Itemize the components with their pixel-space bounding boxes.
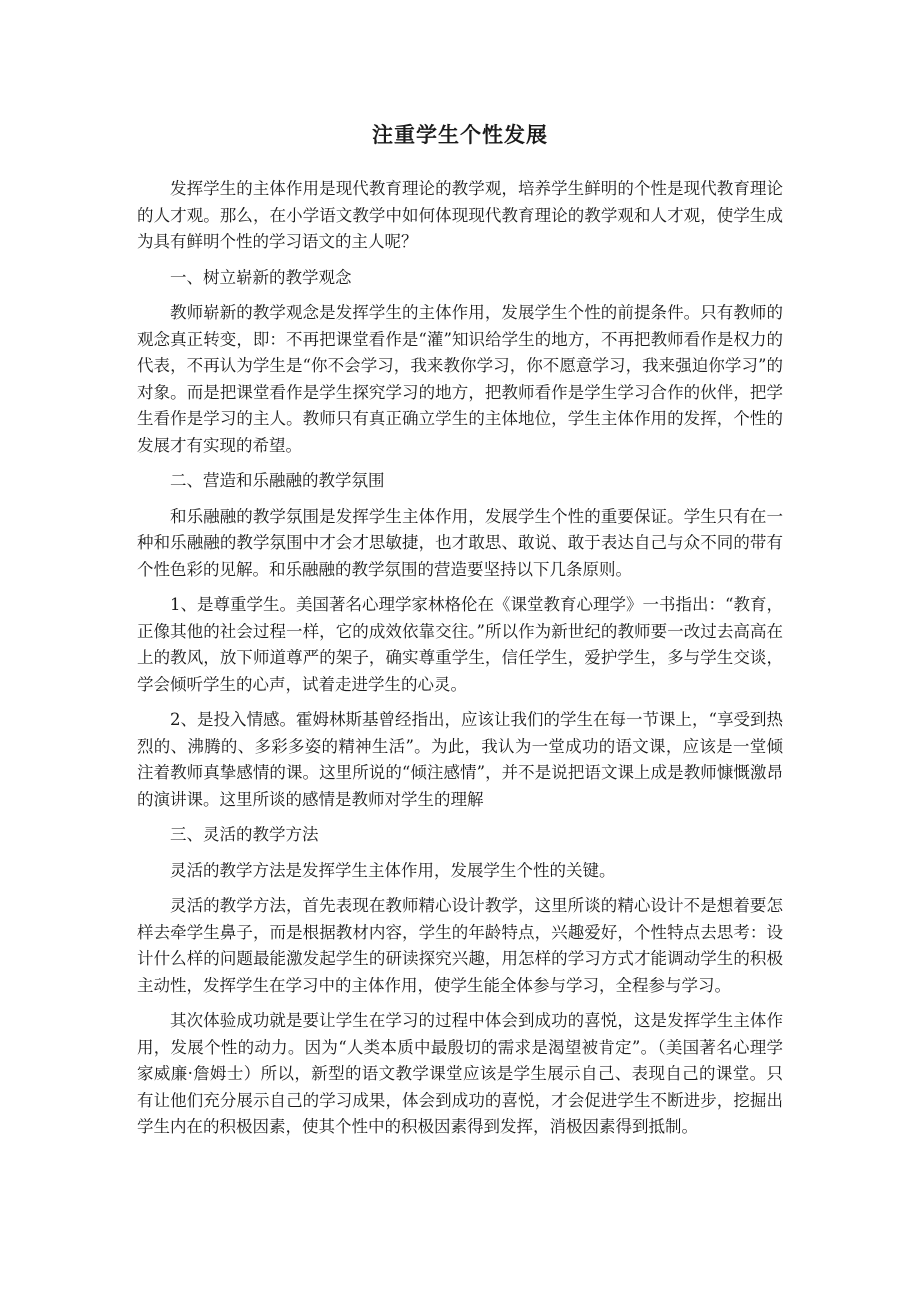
body-paragraph: 灵活的教学方法是发挥学生主体作用，发展学生个性的关键。: [170, 860, 616, 880]
body-paragraph: 灵活的教学方法，首先表现在教师精心设计教学，这里所谈的精心设计不是想着要怎样去牵学生鼻子，而是根据教材内容，学生的年龄特点，兴趣爱好，个性特点去思考：设计什么样的问题最能激发起学生的研读探究兴趣，用怎样的学习方式才能调动学生的积极主动性，发挥学生在学习中的主体作用，使学生能全体参与学习，全程参与学习。: [137, 896, 783, 995]
section-heading-3: 三、灵活的教学方法: [170, 825, 319, 844]
intro-paragraph: 发挥学生的主体作用是现代教育理论的教学观，培养学生鲜明的个性是现代教育理论的人才观。那么，在小学语文教学中如何体现现代教育理论的教学观和人才观，使学生成为具有鲜明个性的学习语文的主人呢？: [137, 179, 783, 251]
body-paragraph: 和乐融融的教学氛围是发挥学生主体作用，发展学生个性的重要保证。学生只有在一种和乐融融的教学氛围中才会才思敏捷，也才敢思、敢说、敢于表达自己与众不同的带有个性色彩的见解。和乐融融的教学氛围的营造要坚持以下几条原则。: [137, 506, 783, 579]
document-title: 注重学生个性发展: [372, 123, 548, 147]
body-paragraph: 其次体验成功就是要让学生在学习的过程中体会到成功的喜悦，这是发挥学生主体作用，发展个性的动力。因为“人类本质中最殷切的需求是渴望被肯定”。（美国著名心理学家威廉·詹姆士）所以，新型的语文教学课堂应该是学生展示自己、表现自己的课堂。只有让他们充分展示自己的学习成果，体会到成功的喜悦，才会促进学生不断进步，挖掘出学生内在的积极因素，使其个性中的积极因素得到发挥，消极因素得到抵制。: [137, 1011, 783, 1136]
body-paragraph: 2、是投入情感。霍姆林斯基曾经指出，应该让我们的学生在每一节课上，“享受到热烈的、沸腾的、多彩多姿的精神生活”。为此，我认为一堂成功的语文课，应该是一堂倾注着教师真挚感情的课。这里所说的“倾注感情”，并不是说把语文课上成是教师慷慨激昂的演讲课。这里所谈的感情是教师对学生的理解: [137, 710, 783, 809]
section-heading-1: 一、树立崭新的教学观念: [170, 267, 352, 287]
document-body: [137, 176, 783, 1150]
body-paragraph: 教师崭新的教学观念是发挥学生的主体作用，发展学生个性的前提条件。只有教师的观念真正转变，即：不再把课堂看作是“灌”知识给学生的地方，不再把教师看作是权力的代表，不再认为学生是“你不会学习，我来教你学习，你不愿意学习，我来强迫你学习”的对象。而是把课堂看作是学生探究学习的地方，把教师看作是学生学习合作的伙伴，把学生看作是学习的主人。教师只有真正确立学生的主体地位，学生主体作用的发挥，个性的发展才有实现的希望。: [137, 303, 783, 455]
body-paragraph: 1、是尊重学生。美国著名心理学家林格伦在《课堂教育心理学》一书指出：“教育，正像其他的社会过程一样，它的成效依靠交往。”所以作为新世纪的教师要一改过去高高在上的教风，放下师道尊严的架子，确实尊重学生，信任学生，爱护学生，多与学生交谈，学会倾听学生的心声，试着走进学生的心灵。: [137, 595, 783, 694]
section-heading-2: 二、营造和乐融融的教学氛围: [170, 471, 385, 490]
